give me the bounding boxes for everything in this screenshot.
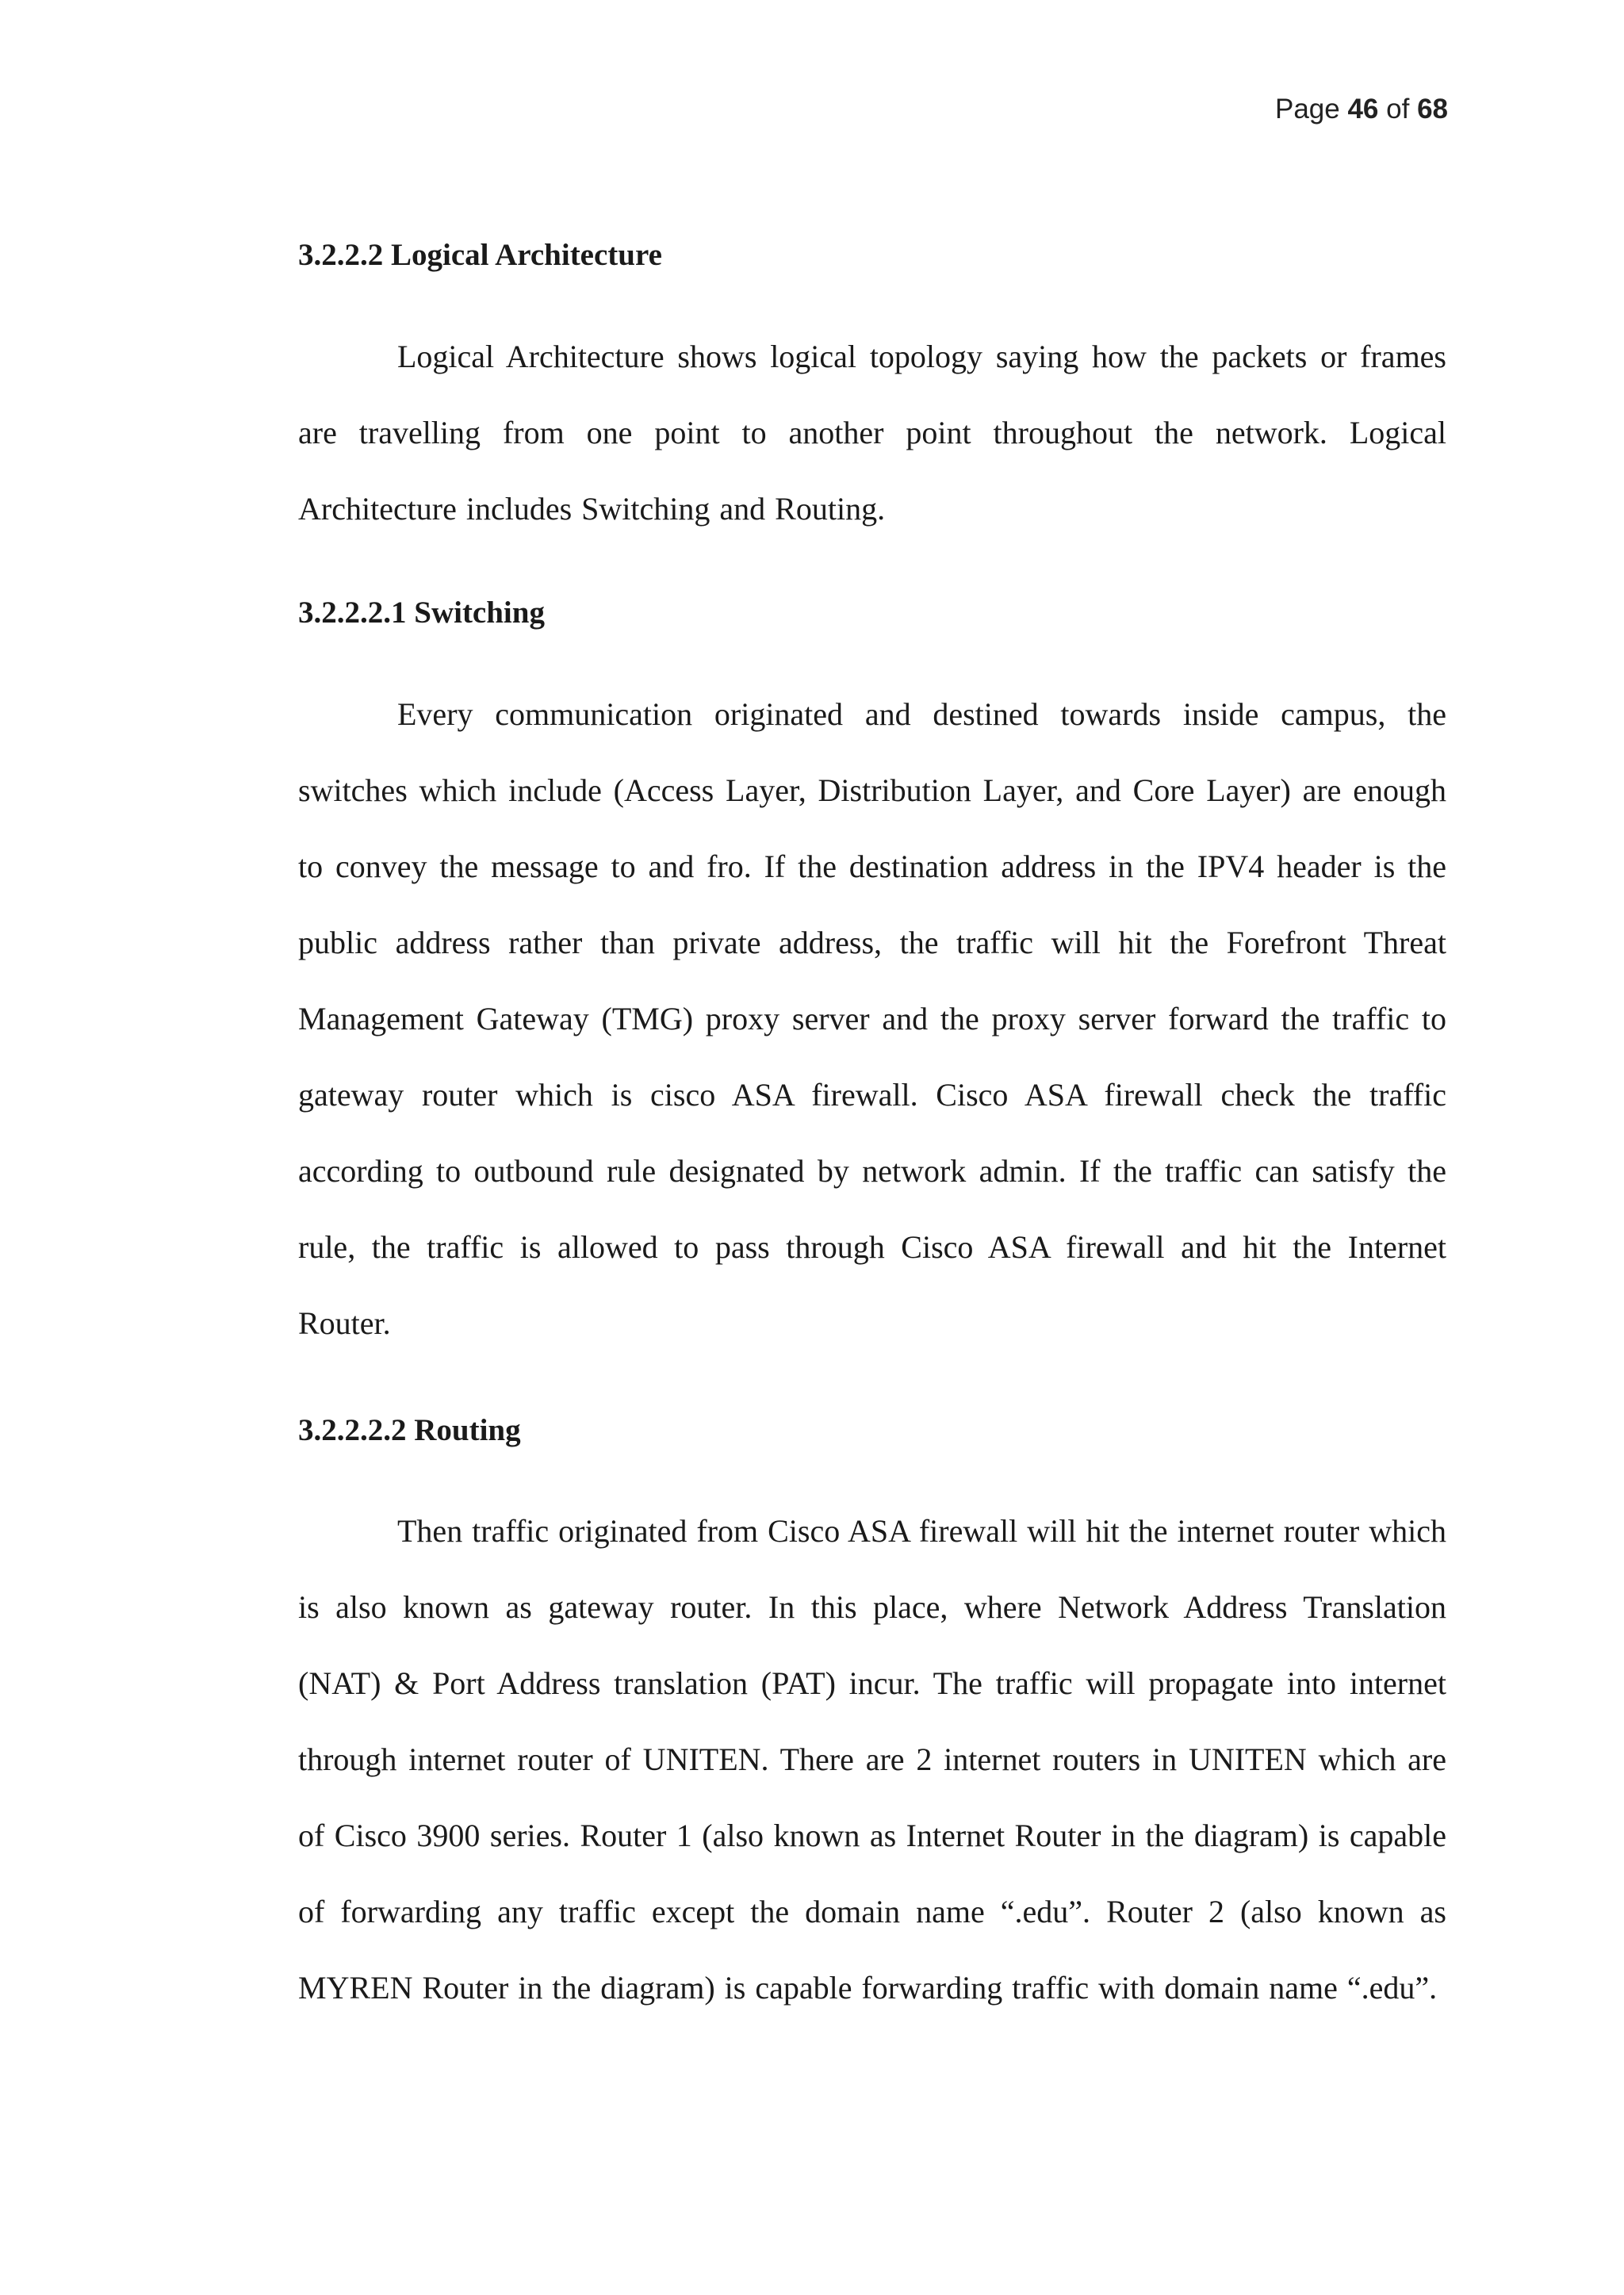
paragraph-switching: Every communication originated and destined towards inside campus, the switches which include (Access Layer, Distribution Layer, and Core Layer) are enough to convey the message to and fro. If the destination address in the IPV4 header is the public address rather than private address, the traffic will hit the Forefront Threat Management Gateway (TMG) proxy server and the proxy server forward the traffic to gateway router which is cisco ASA firewall. Cisco ASA firewall check the traffic according to outbound rule designated by network admin. If the traffic can satisfy the rule, the traffic is allowed to pass through Cisco ASA firewall and hit the Internet Router. bbox=[298, 696, 1446, 1341]
section-heading-switching: 3.2.2.2.1 Switching bbox=[298, 596, 545, 630]
page-number bbox=[1275, 94, 1448, 125]
paragraph-routing: Then traffic originated from Cisco ASA firewall will hit the internet router which is also known as gateway router. In this place, where Network Address Translation (NAT) & Port Address translation (PAT) incur. The traffic will propagate into internet through internet router of UNITEN. There are 2 internet routers in UNITEN which are of Cisco 3900 series. Router 1 (also known as Internet Router in the diagram) is capable of forwarding any traffic except the domain name “.edu”. Router 2 (also known as MYREN Router in the diagram) is capable forwarding traffic with domain name “.edu”. bbox=[298, 1513, 1446, 2006]
page-number-current: 46 bbox=[1347, 94, 1379, 125]
section-heading-routing: 3.2.2.2.2 Routing bbox=[298, 1413, 521, 1447]
page-number-prefix: Page bbox=[1274, 94, 1340, 125]
page-number-total: 68 bbox=[1417, 94, 1448, 125]
section-heading-logical-architecture: 3.2.2.2 Logical Architecture bbox=[298, 238, 662, 272]
paragraph-logical-architecture: Logical Architecture shows logical topology saying how the packets or frames are travelling from one point to another point throughout the network. Logical Architecture includes Switching and Routing. bbox=[298, 339, 1446, 527]
page-number-separator: of bbox=[1386, 94, 1410, 125]
